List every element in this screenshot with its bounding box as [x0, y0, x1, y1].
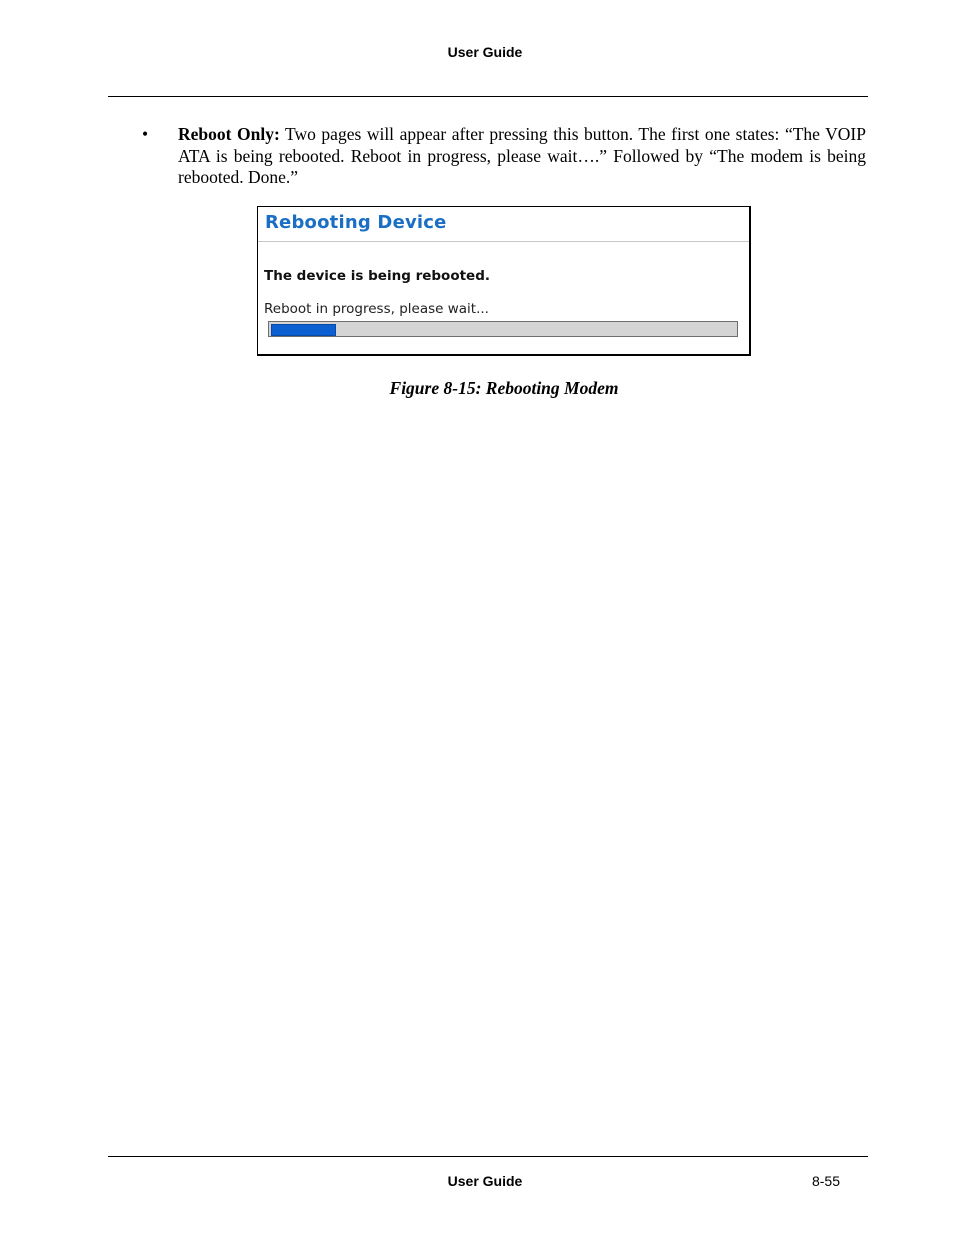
figure-reboot-message: The device is being rebooted. [264, 268, 490, 284]
footer-title: User Guide [447, 1173, 523, 1189]
page-number: 8-55 [811, 1173, 840, 1189]
bullet-paragraph [178, 124, 866, 189]
footer-divider [108, 1156, 868, 1157]
figure-heading: Rebooting Device [265, 212, 447, 233]
header-title: User Guide [447, 44, 523, 60]
bullet-lead: Reboot Only: [178, 124, 280, 144]
figure-caption: Figure 8-15: Rebooting Modem [389, 378, 619, 398]
bullet-marker: • [142, 124, 149, 144]
progress-bar [268, 321, 738, 337]
bullet-body-text: Two pages will appear after pressing this button. The first one states: “The VOIP ATA is being rebooted. Reboot in progress, please wait….” Followed by “The modem is being rebooted. Done.” [178, 124, 866, 187]
figure-heading-divider [258, 241, 749, 242]
header-divider [108, 96, 868, 97]
rebooting-device-screenshot [257, 206, 751, 356]
bullet-item-reboot-only [140, 124, 866, 189]
progress-bar-fill [271, 324, 336, 336]
figure-progress-status: Reboot in progress, please wait... [264, 301, 489, 317]
